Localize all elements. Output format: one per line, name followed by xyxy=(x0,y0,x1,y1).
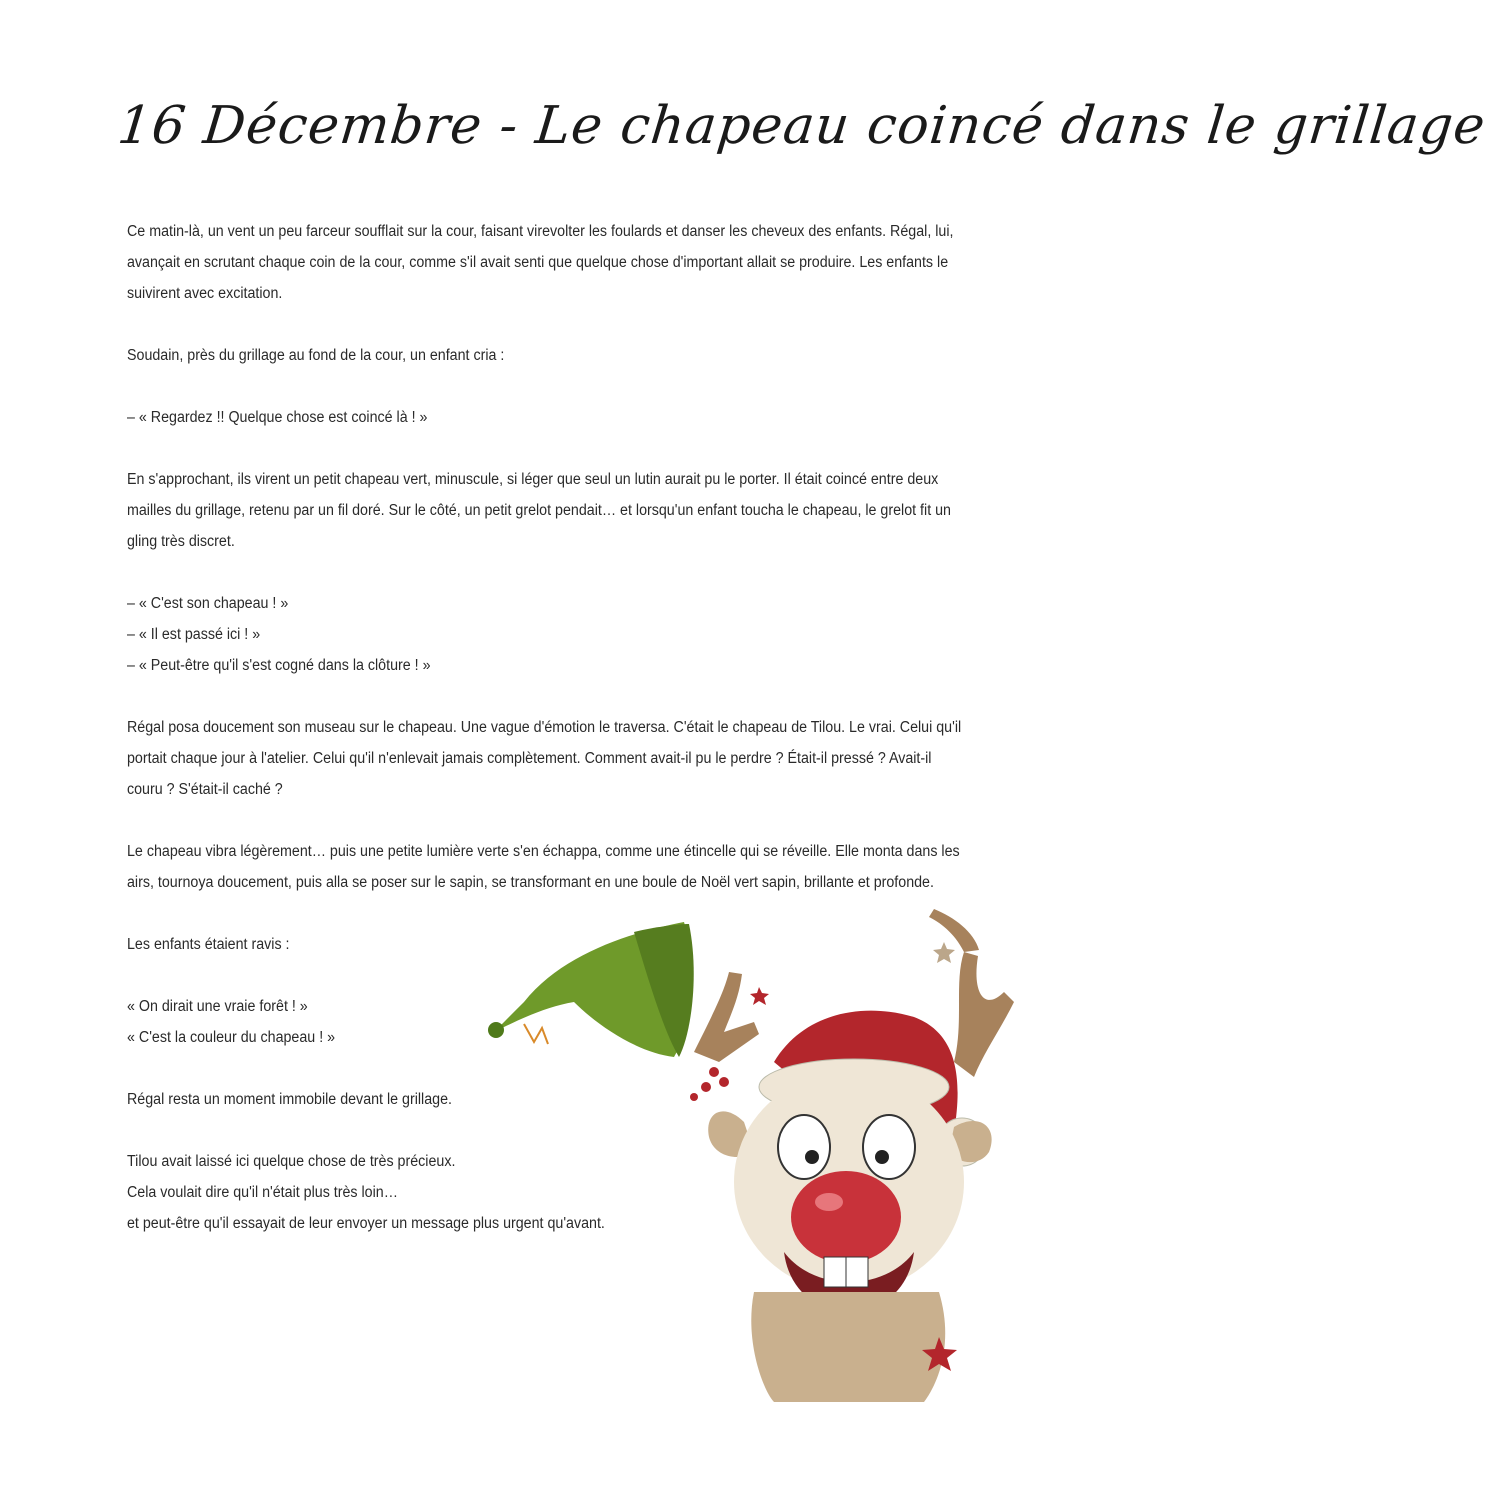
paragraph: Régal resta un moment immobile devant le grillage. xyxy=(127,1091,452,1108)
closing-line: Tilou avait laissé ici quelque chose de très précieux. xyxy=(127,1153,456,1170)
reindeer-illustration xyxy=(484,912,1074,1402)
dialogue-line: – « Regardez !! Quelque chose est coincé là ! » xyxy=(127,409,428,426)
closing-line: et peut-être qu'il essayait de leur envoyer un message plus urgent qu'avant. xyxy=(127,1215,605,1232)
quote-line: « On dirait une vraie forêt ! » xyxy=(127,998,308,1015)
paragraph: Ce matin-là, un vent un peu farceur soufflait sur la cour, faisant virevolter les foulards et danser les cheveux des enfants. Régal, lui, avançait en scrutant chaque coin de la cour, comme s'il avait senti que quelque chose d'important allait se produire. Les enfants le suivirent avec excitation. xyxy=(127,223,954,302)
paragraph: Le chapeau vibra légèrement… puis une petite lumière verte s'en échappa, comme une étincelle qui se réveille. Elle monta dans les airs, tournoya doucement, puis alla se poser sur le sapin, se transformant en une boule de Noël vert sapin, brillante et profonde. xyxy=(127,843,960,891)
dialogue-line: – « Peut-être qu'il s'est cogné dans la clôture ! » xyxy=(127,657,431,674)
quote-line: « C'est la couleur du chapeau ! » xyxy=(127,1029,336,1046)
dialogue-line: – « C'est son chapeau ! » xyxy=(127,595,289,612)
paragraph: Régal posa doucement son museau sur le chapeau. Une vague d'émotion le traversa. C'était le chapeau de Tilou. Le vrai. Celui qu'il portait chaque jour à l'atelier. Celui qu'il n'enlevait jamais complètement. Comment avait-il pu le perdre ? Était-il pressé ? Avait-il couru ? S'était-il caché ? xyxy=(127,719,962,798)
closing-line: Cela voulait dire qu'il n'était plus très loin… xyxy=(127,1184,398,1201)
paragraph: En s'approchant, ils virent un petit chapeau vert, minuscule, si léger que seul un lutin aurait pu le porter. Il était coincé entre deux mailles du grillage, retenu par un fil doré. Sur le côté, un petit grelot pendait… et lorsqu'un enfant toucha le chapeau, le grelot fit un gling très discret. xyxy=(127,471,951,550)
paragraph: Les enfants étaient ravis : xyxy=(127,936,290,953)
dialogue-line: – « Il est passé ici ! » xyxy=(127,626,261,643)
paragraph: Soudain, près du grillage au fond de la cour, un enfant cria : xyxy=(127,347,505,364)
dialogue-block xyxy=(127,588,969,681)
elf-hat xyxy=(488,922,694,1057)
page-title: 16 Décembre - Le chapeau coincé dans le grillage xyxy=(114,96,1489,156)
